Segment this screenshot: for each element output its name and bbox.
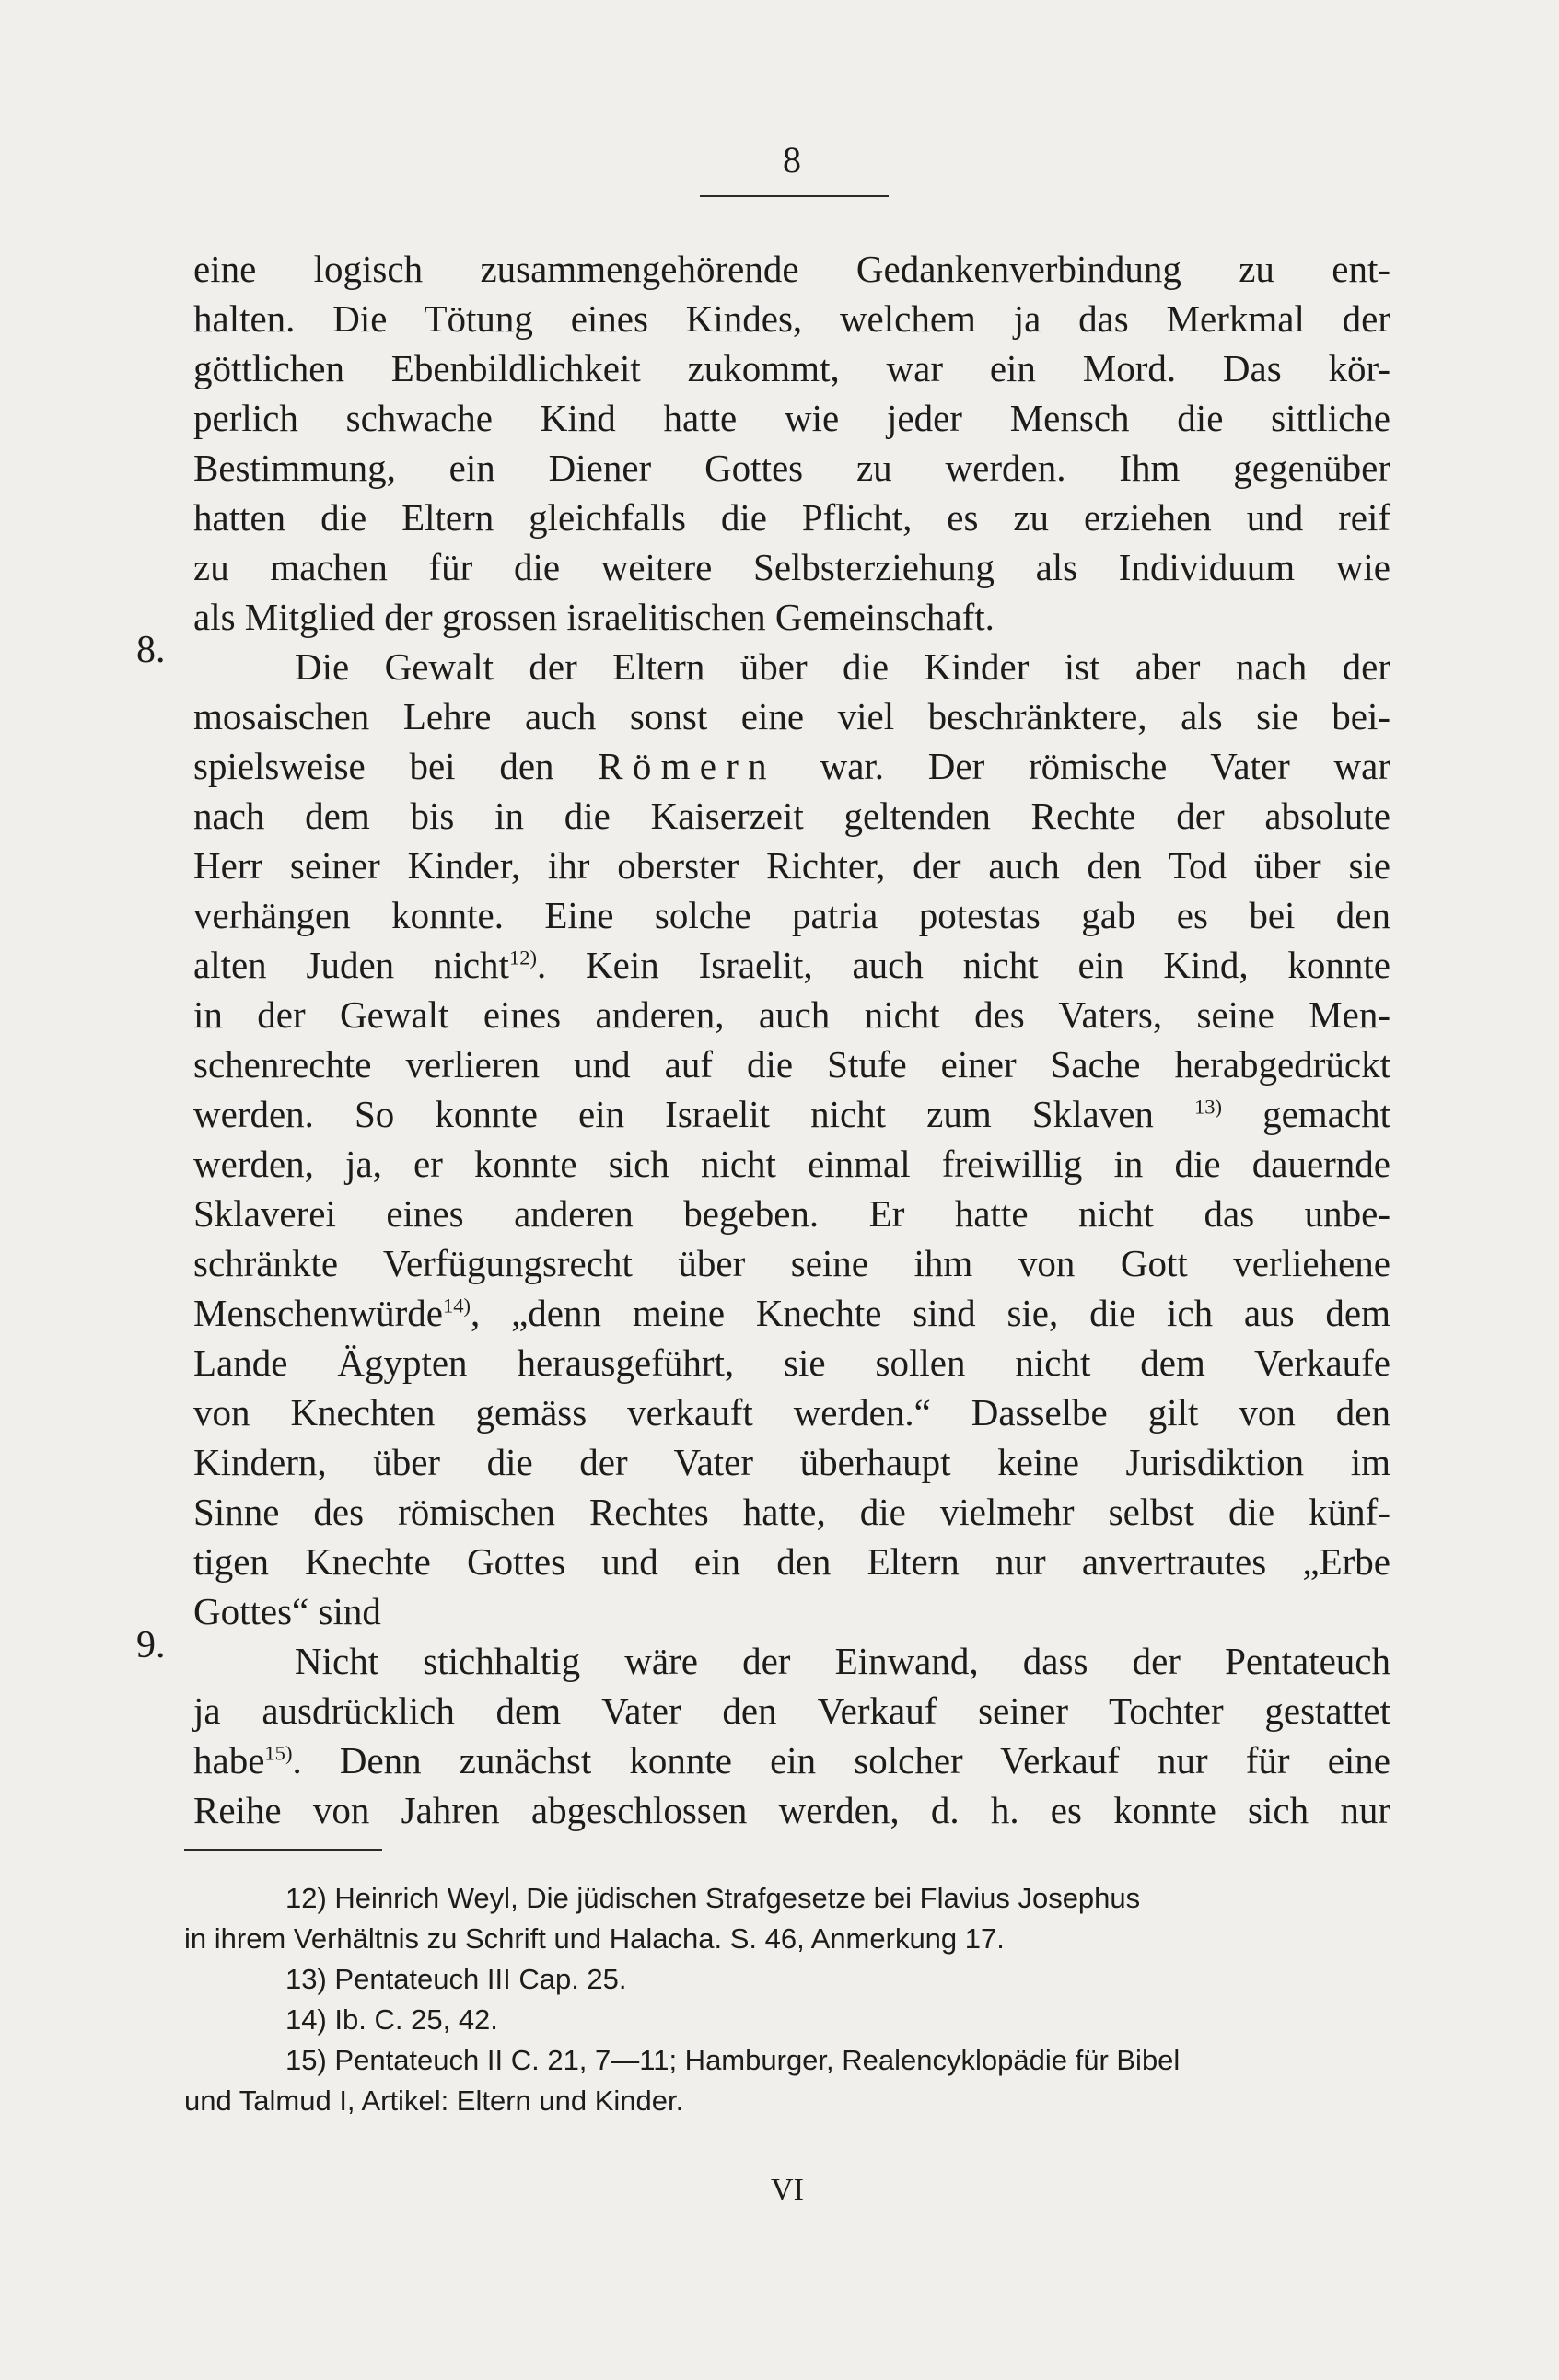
paragraph-marker: 9. [136, 1624, 166, 1666]
body-line: habe$^{15)}$. Denn zunächst konnte ein solcher Verkauf nur für eine [193, 1739, 1390, 1782]
footnote-ref: 14) [442, 1294, 471, 1318]
body-line: als Mitglied der grossen israelitischen Gemeinschaft. [193, 596, 995, 638]
body-line: spielsweise bei den Römern war. Der römische Vater war [193, 745, 1390, 787]
body-line: Herr seiner Kinder, ihr oberster Richter, der auch den Tod über sie [193, 844, 1390, 887]
body-line: mosaischen Lehre auch sonst eine viel beschränktere, als sie bei- [193, 695, 1390, 737]
body-text [193, 244, 1390, 1835]
body-line: Menschenwürde$^{14)}$, „denn meine Knechte sind sie, die ich aus dem [193, 1292, 1390, 1334]
body-line: Die Gewalt der Eltern über die Kinder ist aber nach der [295, 645, 1390, 688]
body-line: Lande Ägypten herausgeführt, sie sollen nicht dem Verkaufe [193, 1341, 1390, 1384]
footnote-line: 15) Pentateuch II C. 21, 7—11; Hamburger, Realencyklopädie für Bibel [285, 2044, 1181, 2076]
footnote-line: 13) Pentateuch III Cap. 25. [285, 1963, 627, 1995]
footnote-line: 12) Heinrich Weyl, Die jüdischen Strafgesetze bei Flavius Josephus [285, 1882, 1141, 1914]
footnote-line: und Talmud I, Artikel: Eltern und Kinder. [184, 2084, 684, 2117]
body-line: ja ausdrücklich dem Vater den Verkauf seiner Tochter gestattet [193, 1689, 1390, 1732]
footnote-ref: 15) [264, 1741, 293, 1765]
page-number: 8 [783, 139, 801, 180]
body-line: hatten die Eltern gleichfalls die Pflicht, es zu erziehen und reif [193, 496, 1390, 539]
footnote-line: 14) Ib. C. 25, 42. [285, 2003, 498, 2036]
body-line: werden. So konnte ein Israelit nicht zum Sklaven $^{13)}$ gemacht [193, 1093, 1390, 1135]
body-line: zu machen für die weitere Selbsterziehung als Individuum wie [193, 546, 1390, 588]
body-line: verhängen konnte. Eine solche patria potestas gab es bei den [193, 894, 1390, 936]
footnote-ref: 12) [508, 946, 537, 969]
printer-signature: VI [771, 2173, 804, 2207]
body-line: Bestimmung, ein Diener Gottes zu werden. Ihm gegenüber [193, 447, 1390, 489]
footnote-line: in ihrem Verhältnis zu Schrift und Halacha. S. 46, Anmerkung 17. [184, 1922, 1005, 1955]
body-line: alten Juden nicht$^{12)}$. Kein Israelit, auch nicht ein Kind, konnte [193, 944, 1390, 986]
body-line: halten. Die Tötung eines Kindes, welchem ja das Merkmal der [193, 297, 1390, 340]
body-line: nach dem bis in die Kaiserzeit geltenden Rechte der absolute [193, 795, 1390, 837]
body-line: tigen Knechte Gottes und ein den Eltern nur anvertrautes „Erbe [193, 1540, 1390, 1583]
spaced-word: Römern [598, 745, 776, 787]
body-line: eine logisch zusammengehörende Gedankenverbindung zu ent- [193, 248, 1390, 290]
body-line: schränkte Verfügungsrecht über seine ihm von Gott verliehene [193, 1242, 1390, 1284]
body-line: werden, ja, er konnte sich nicht einmal freiwillig in die dauernde [193, 1143, 1390, 1185]
body-line: Sklaverei eines anderen begeben. Er hatte nicht das unbe- [193, 1192, 1390, 1235]
body-line: perlich schwache Kind hatte wie jeder Mensch die sittliche [193, 397, 1390, 439]
footnote-rule [184, 1849, 382, 1851]
body-line: schenrechte verlieren und auf die Stufe einer Sache herabgedrückt [193, 1043, 1390, 1086]
body-line: von Knechten gemäss verkauft werden.“ Dasselbe gilt von den [193, 1391, 1390, 1434]
body-line: Reihe von Jahren abgeschlossen werden, d. h. es konnte sich nur [193, 1789, 1390, 1831]
body-line: göttlichen Ebenbildlichkeit zukommt, war ein Mord. Das kör- [193, 347, 1390, 389]
footnote-ref: 13) [1193, 1095, 1223, 1119]
header-rule [700, 195, 889, 197]
body-line: in der Gewalt eines anderen, auch nicht des Vaters, seine Men- [193, 993, 1390, 1036]
footnotes [184, 1878, 1381, 2121]
body-line: Gottes“ sind [193, 1590, 381, 1632]
body-line: Sinne des römischen Rechtes hatte, die vielmehr selbst die künf- [193, 1491, 1390, 1533]
body-line: Kindern, über die der Vater überhaupt keine Jurisdiktion im [193, 1441, 1390, 1483]
paragraph-marker: 8. [136, 629, 166, 671]
body-line: Nicht stichhaltig wäre der Einwand, dass der Pentateuch [295, 1640, 1390, 1682]
